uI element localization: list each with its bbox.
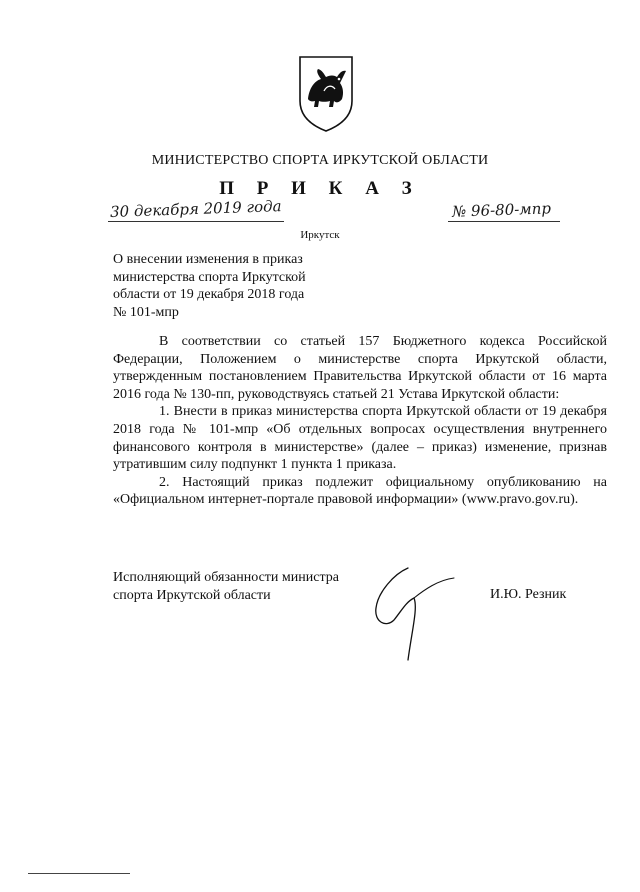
- footnote-separator: [28, 873, 130, 874]
- item-2-paragraph: 2. Настоящий приказ подлежит официальному опубликованию на «Официальном интернет-портале правовой информации» (www.pravo.gov.ru).: [113, 474, 607, 508]
- signer-position-line: спорта Иркутской области: [113, 587, 271, 603]
- ministry-title: МИНИСТЕРСТВО СПОРТА ИРКУТСКОЙ ОБЛАСТИ: [151, 153, 489, 168]
- signer-name: И.Ю. Резник: [490, 587, 567, 602]
- subject-line: министерства спорта Иркутской: [113, 269, 306, 285]
- preamble-paragraph: В соответствии со статьей 157 Бюджетного кодекса Российской Федерации, Положением о министерстве спорта Иркутской области, утвержденным постановлением Правительства Иркутской области от 16 марта 2016 года № 130-пп, руководствуясь статьей 21 Устава Иркутской области:: [113, 334, 607, 402]
- document-type-title: П Р И К А З: [219, 178, 421, 199]
- subject-line: области от 19 декабря 2018 года: [113, 287, 305, 303]
- handwritten-date: 30 декабря 2019 года: [109, 197, 282, 221]
- handwritten-order-number: № 96-80-мпр: [451, 199, 552, 221]
- subject-line: № 101-мпр: [113, 304, 179, 320]
- order-subject: [113, 251, 330, 321]
- signer-position: [113, 569, 339, 604]
- item-1-paragraph: 1. Внести в приказ министерства спорта Иркутской области от 19 декабря 2018 года № 101-мпр «Об отдельных вопросах осуществления внутреннего финансового контроля в министерстве» (далее – приказ) изменение, признав утратившим силу подпункт 1 пункта 1 приказа.: [113, 404, 607, 473]
- handwritten-signature: [368, 560, 458, 670]
- date-underline: [108, 221, 284, 222]
- order-body: [113, 333, 607, 509]
- coat-of-arms-emblem: [296, 55, 356, 133]
- city-label: Иркутск: [300, 229, 340, 241]
- subject-line: О внесении изменения в приказ: [113, 252, 303, 267]
- signer-position-line: Исполняющий обязанности министра: [113, 570, 339, 585]
- number-underline: [448, 221, 560, 222]
